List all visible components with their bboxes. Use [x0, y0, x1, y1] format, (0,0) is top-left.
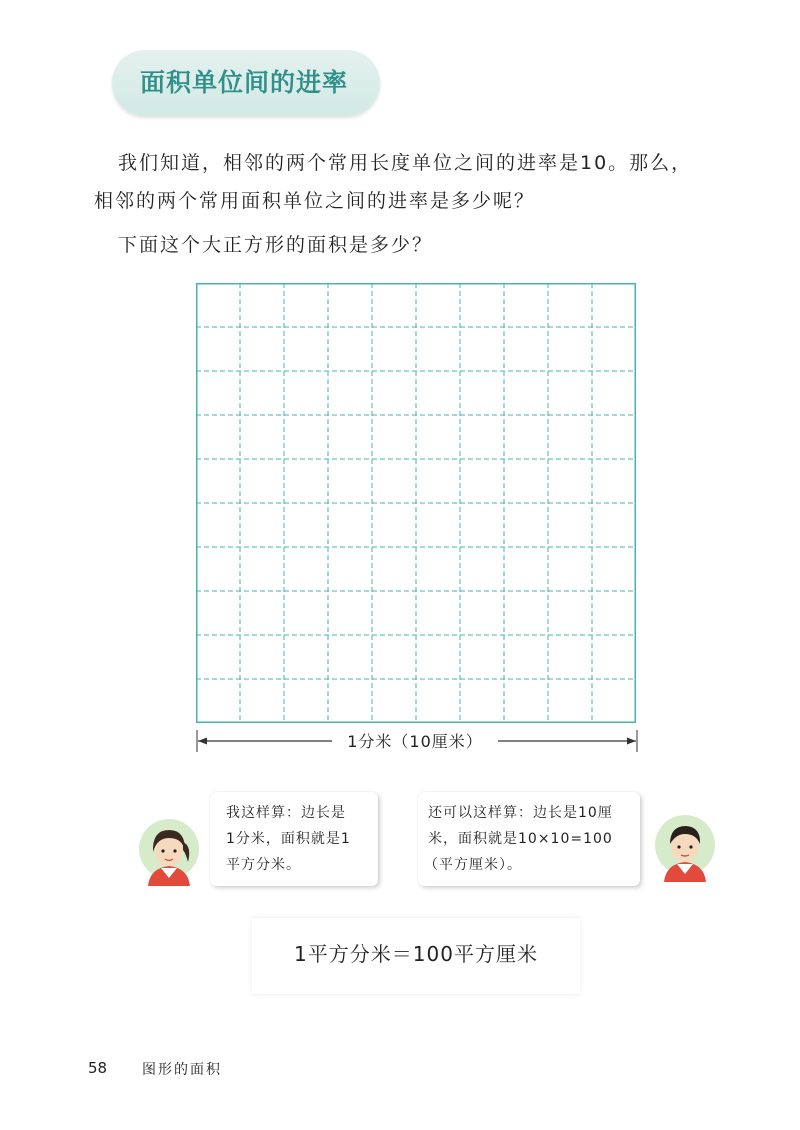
- speech-bubble-left: [210, 792, 378, 886]
- result-equation: 1平方分米＝100平方厘米: [294, 942, 538, 966]
- speech-bubble-right: [418, 792, 640, 886]
- bubble-right-line: （平方厘米）。: [424, 857, 522, 873]
- bubble-right-line: 米，面积就是10×10=100: [428, 831, 613, 847]
- paragraph-intro: 我们知道，相邻的两个常用长度单位之间的进率是10。那么，: [118, 152, 693, 174]
- boy-avatar-icon: [652, 812, 718, 882]
- page-number: 58: [88, 1059, 108, 1077]
- bubble-right-line: 还可以这样算：边长是10厘: [428, 805, 613, 821]
- dimension-label: 1分米（10厘米）: [332, 730, 498, 754]
- bubble-left-line: 我这样算：边长是: [226, 805, 346, 821]
- square-grid: [196, 283, 636, 723]
- grid-svg: [196, 283, 636, 723]
- section-name: 图形的面积: [142, 1062, 222, 1078]
- bubble-left-line: 1分米，面积就是1: [226, 831, 351, 847]
- paragraph-prompt: 下面这个大正方形的面积是多少？: [118, 234, 434, 256]
- paragraph-question: 相邻的两个常用面积单位之间的进率是多少呢？: [94, 190, 536, 212]
- bubble-left-line: 平方分米。: [226, 857, 301, 873]
- page-title: 面积单位间的进率: [140, 68, 349, 97]
- girl-avatar-icon: [136, 816, 202, 886]
